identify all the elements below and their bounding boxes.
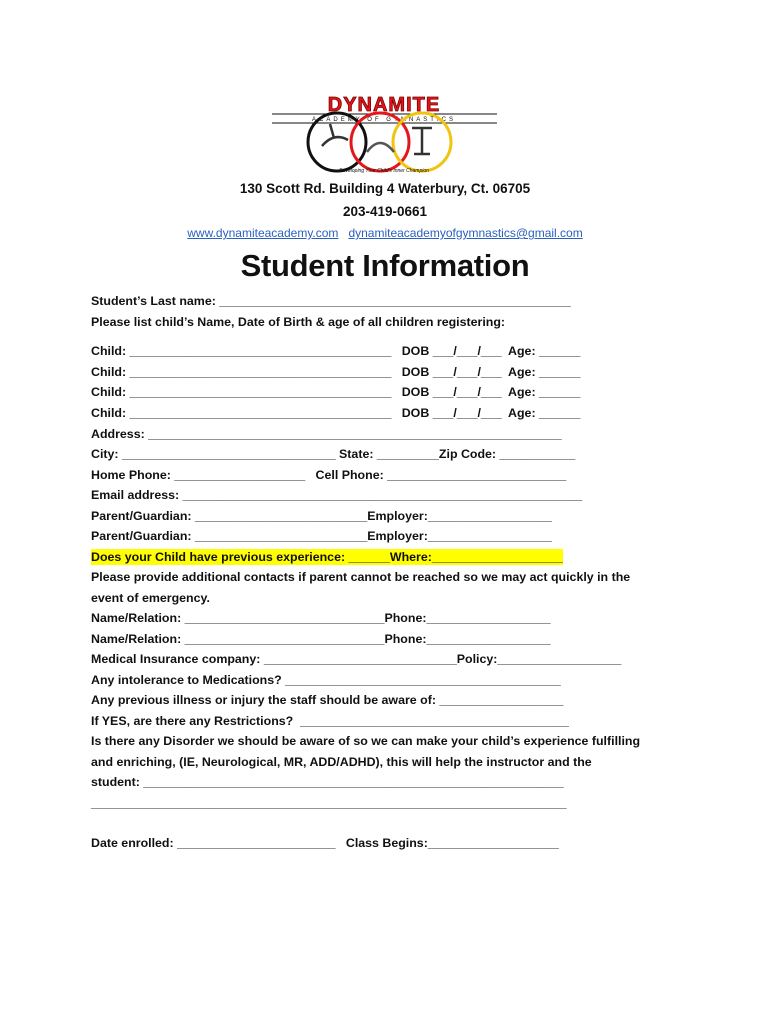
form-line[interactable]: Email address: __________________________________________________________ [91, 488, 583, 502]
form-line[interactable]: Parent/Guardian: _________________________Employer:__________________ [91, 509, 552, 523]
form-line[interactable]: Does your Child have previous experience: ______Where:___________________ [91, 550, 563, 564]
form-line[interactable]: Date enrolled: _______________________ Class Begins:___________________ [91, 836, 559, 850]
form-line[interactable]: Address: ____________________________________________________________ [91, 427, 562, 441]
form-line[interactable]: City: _______________________________ State: _________Zip Code: ___________ [91, 447, 576, 461]
page-title: Student Information [240, 248, 530, 283]
form-line[interactable]: Medical Insurance company: ____________________________Policy:__________________ [91, 652, 622, 666]
email-link[interactable]: dynamiteacademyofgymnastics@gmail.com [348, 226, 583, 240]
contact-links [0, 226, 770, 240]
form-line[interactable]: student: _____________________________________________________________ [91, 775, 564, 789]
form-line: Is there any Disorder we should be aware of so we can make your child’s experience fulfilling [91, 734, 641, 748]
form-line[interactable]: Parent/Guardian: _________________________Employer:__________________ [91, 529, 552, 543]
phone-line: 203-419-0661 [342, 204, 428, 219]
svg-text:Developing Your Child's Inner: Developing Your Child's Inner Champion [339, 168, 429, 174]
form-line[interactable]: Student’s Last name: ___________________________________________________ [91, 294, 571, 308]
form-line[interactable]: Any intolerance to Medications? ________________________________________ [91, 673, 561, 687]
form-line[interactable]: Name/Relation: _____________________________Phone:__________________ [91, 632, 551, 646]
form-line: and enriching, (IE, Neurological, MR, ADD/ADHD), this will help the instructor and the [91, 755, 592, 769]
svg-text:ACADEMY OF GYMNASTICS: ACADEMY OF GYMNASTICS [312, 117, 456, 123]
form-line[interactable]: Child: ______________________________________ DOB ___/___/___ Age: ______ [91, 406, 581, 420]
form-line[interactable]: Child: ______________________________________ DOB ___/___/___ Age: ______ [91, 385, 581, 399]
form-line[interactable]: Any previous illness or injury the staff should be aware of: __________________ [91, 693, 564, 707]
form-line[interactable]: Home Phone: ___________________ Cell Phone: __________________________ [91, 468, 567, 482]
form-line: event of emergency. [91, 591, 210, 605]
svg-text:DYNAMITE: DYNAMITE [327, 94, 441, 116]
form-line: Please provide additional contacts if parent cannot be reached so we may act quickly in the [91, 570, 631, 584]
form-line[interactable]: Name/Relation: _____________________________Phone:__________________ [91, 611, 551, 625]
website-link[interactable]: www.dynamiteacademy.com [187, 226, 339, 240]
form-line[interactable]: Child: ______________________________________ DOB ___/___/___ Age: ______ [91, 344, 581, 358]
form-line[interactable]: Child: ______________________________________ DOB ___/___/___ Age: ______ [91, 365, 581, 379]
form-line[interactable]: _____________________________________________________________________ [91, 796, 567, 810]
form-line[interactable]: If YES, are there any Restrictions? _______________________________________ [91, 714, 569, 728]
form-line: Please list child’s Name, Date of Birth & age of all children registering: [91, 315, 506, 329]
dynamite-logo [262, 94, 507, 174]
address-line: 130 Scott Rd. Building 4 Waterbury, Ct. 06705 [239, 181, 531, 196]
